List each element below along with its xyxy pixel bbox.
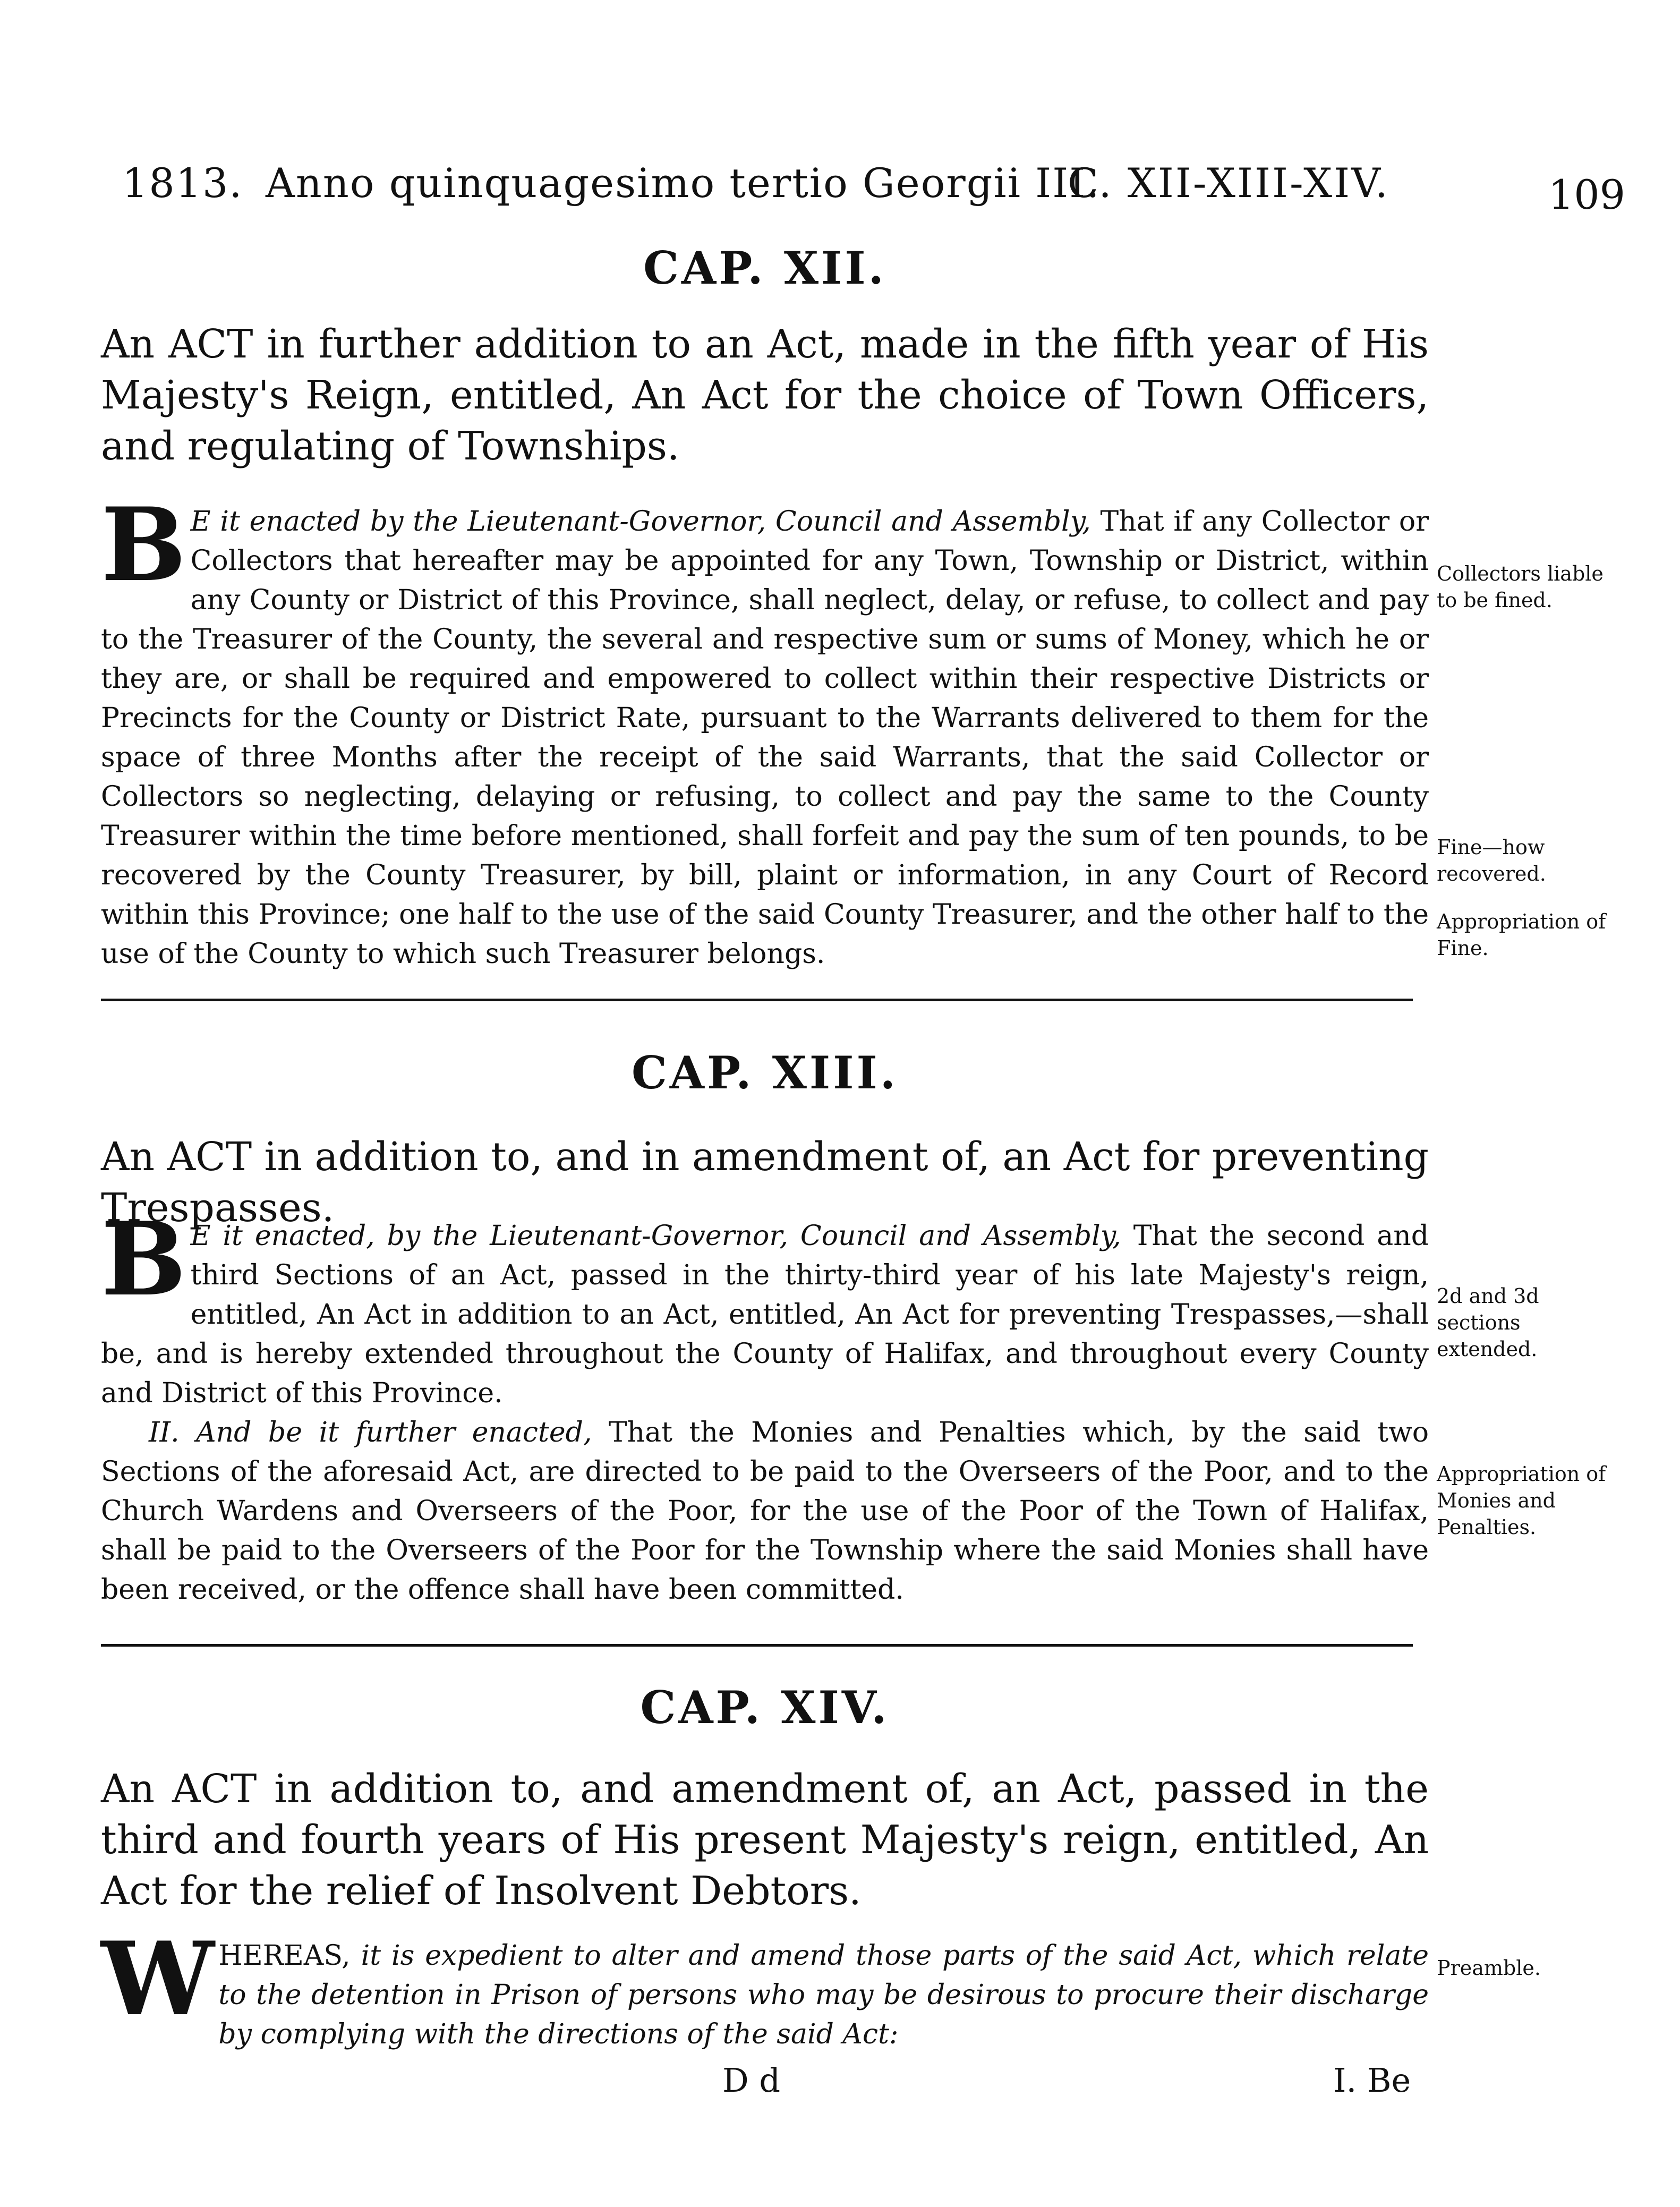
cap14-title: An ACT in addition to, and amendment of, an Act, passed in the third and fourth years of His present Majesty's reign, entitled, An Act for the relief of Insolvent Debtors. [101, 1766, 1429, 1914]
header-year: 1813. [122, 159, 243, 207]
cap13-dropcap: B [101, 1200, 186, 1318]
header-running-title: Anno quinquagesimo tertio Georgii III. [266, 159, 1101, 207]
note-collectors-liable: Collectors liable to be fined. [1437, 562, 1604, 612]
cap13-body-text-1: That the second and third Sections of an Act, passed in the thirty-third year of his late Majesty's reign, entitled, An Act in addition to an Act, entitled, An Act for preventing Trespasses,—shall be, and is hereby extended throughout the County of Halifax, and throughout every County and District of this Province. [101, 1220, 1429, 1409]
note-preamble: Preamble. [1437, 1956, 1541, 1980]
cap14-body [101, 1920, 1429, 2054]
cap12-heading: CAP. XII. [643, 242, 886, 294]
note-sections-extended: 2d and 3d sections extended. [1437, 1284, 1539, 1361]
section-divider [101, 999, 1413, 1001]
note-fine-recovered: Fine—how recovered. [1437, 836, 1546, 885]
cap12-dropcap: B [101, 485, 186, 604]
note-appropriation-fine: Appropriation of Fine. [1437, 910, 1606, 960]
cap14-dropcap: W [101, 1920, 215, 2038]
catchword: I. Be [1333, 2061, 1411, 2100]
cap12-body-text: That if any Collector or Collectors that hereafter may be appointed for any Town, Township or District, within any County or District of this Province, shall neglect, delay, or refuse, to collect and pay to the Treasurer of the County, the several and respective sum or sums of Money, which he or they are, or shall be required and empowered to collect within their respective Districts or Precincts for the County or District Rate, pursuant to the Warrants delivered to them for the space of three Months after the receipt of the said Warrants, that the said Collector or Collectors so neglecting, delaying or refusing, to collect and pay the same to the County Treasurer within the time before mentioned, shall forfeit and pay the sum of ten pounds, to be recovered by the County Treasurer, by bill, plaint or information, in any Court of Record within this Province; one half to the use of the said County Treasurer, and the other half to the use of the County to which such Treasurer belongs. [101, 506, 1429, 970]
running-header [122, 159, 1625, 234]
cap13-heading: CAP. XIII. [631, 1046, 899, 1099]
page-number: 109 [1548, 171, 1625, 218]
cap12-enacting-clause: E it enacted by the Lieutenant-Governor, Council and Assembly, [190, 506, 1091, 538]
cap13-body [101, 1200, 1429, 1609]
cap12-body [101, 485, 1429, 974]
cap14-heading: CAP. XIV. [640, 1681, 890, 1734]
section-divider [101, 1644, 1413, 1647]
note-appropriation-monies: Appropriation of Monies and Penalties. [1437, 1462, 1606, 1539]
cap13-paragraph-2 [101, 1413, 1429, 1609]
cap13-body-text-2: That the Monies and Penalties which, by the said two Sections of the aforesaid Act, are directed to be paid to the Overseers of the Poor, and to the Church Wardens and Overseers of the Poor, for the use of the Poor of the Town of Halifax, shall be paid to the Overseers of the Poor for the Township where the said Monies shall have been received, or the offence shall have been committed. [101, 1417, 1429, 1606]
header-chapters: C. XII-XIII-XIV. [1068, 159, 1389, 207]
cap12-title: An ACT in further addition to an Act, made in the fifth year of His Majesty's Reign, entitled, An Act for the choice of Town Officers, and regulating of Townships. [101, 321, 1429, 469]
cap13-para2-lead: II. And be it further enacted, [149, 1417, 592, 1448]
cap13-enacting-clause: E it enacted, by the Lieutenant-Governor, Council and Assembly, [190, 1220, 1121, 1252]
cap13-title: An ACT in addition to, and in amendment of, an Act for preventing Trespasses. [101, 1134, 1429, 1231]
cap14-lead: HEREAS, [218, 1940, 351, 1972]
signature-mark: D d [722, 2061, 781, 2100]
cap14-preamble: it is expedient to alter and amend those parts of the said Act, which relate to the detention in Prison of persons who may be desirous to procure their discharge by complying with the directions of the said Act: [218, 1940, 1429, 2050]
